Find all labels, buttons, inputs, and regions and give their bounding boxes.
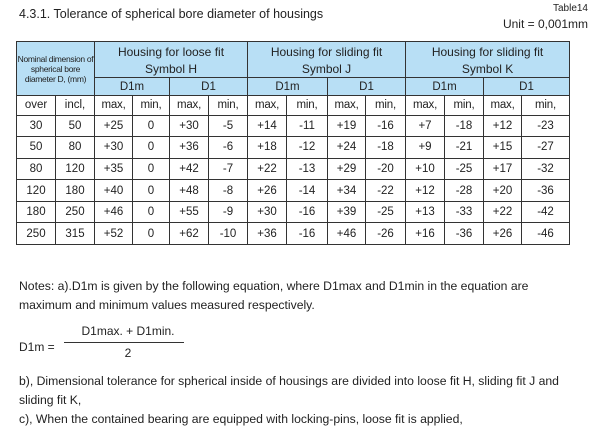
column-header: min, (133, 96, 170, 116)
column-header: max, (248, 96, 287, 116)
table-cell: 80 (56, 137, 95, 159)
table-cell: 50 (56, 115, 95, 137)
table-row (17, 201, 570, 223)
table-cell: 180 (56, 180, 95, 202)
fraction-line (64, 342, 184, 343)
table-cell: -27 (522, 137, 570, 159)
table-cell: +18 (248, 137, 287, 159)
column-header: min, (287, 96, 328, 116)
table-cell: -25 (445, 158, 484, 180)
table-cell: +9 (406, 137, 445, 159)
table-cell: 0 (133, 137, 170, 159)
table-cell: +52 (95, 223, 133, 245)
table-cell: +10 (406, 158, 445, 180)
table-cell: +13 (406, 201, 445, 223)
table-cell: 30 (17, 115, 56, 137)
table-cell: +16 (406, 223, 445, 245)
table-cell: -8 (209, 180, 248, 202)
subheader-d1m: D1m (95, 78, 170, 96)
section-heading: 4.3.1. Tolerance of spherical bore diameter of housings (19, 7, 324, 21)
subheader-d1m: D1m (248, 78, 328, 96)
table-cell: -16 (287, 223, 328, 245)
table-cell: +22 (248, 158, 287, 180)
nominal-dimension-header: Nominal dimension of spherical bore diameter D, (mm) (17, 42, 95, 96)
table-cell: -26 (366, 223, 406, 245)
symbol-k-header: Symbol K (406, 61, 570, 78)
group-header-loose-fit: Housing for loose fit (95, 42, 248, 61)
column-header: over (17, 96, 56, 116)
table-cell: +7 (406, 115, 445, 137)
table-cell: -12 (287, 137, 328, 159)
note-a: Notes: a).D1m is given by the following equation, where D1max and D1min in the equation are maximum and minimum values measured respectively. (19, 279, 529, 312)
column-header: max, (406, 96, 445, 116)
column-header: min, (445, 96, 484, 116)
table-cell: 0 (133, 115, 170, 137)
table-cell: +26 (248, 180, 287, 202)
column-header: min, (366, 96, 406, 116)
table-cell: +36 (170, 137, 209, 159)
table-cell: -21 (445, 137, 484, 159)
table-cell: 250 (17, 223, 56, 245)
table-cell: -46 (522, 223, 570, 245)
table-cell: +40 (95, 180, 133, 202)
table-row (17, 158, 570, 180)
column-header: max, (328, 96, 366, 116)
table-row (17, 180, 570, 202)
group-header-sliding-fit-j: Housing for sliding fit (248, 42, 406, 61)
subheader-d1: D1 (170, 78, 248, 96)
table-cell: +36 (248, 223, 287, 245)
table-cell: 0 (133, 180, 170, 202)
symbol-j-header: Symbol J (248, 61, 406, 78)
table-cell: +30 (95, 137, 133, 159)
table-cell: -23 (522, 115, 570, 137)
table-cell: 0 (133, 201, 170, 223)
subheader-d1: D1 (484, 78, 570, 96)
table-cell: +19 (328, 115, 366, 137)
table-cell: +12 (484, 115, 522, 137)
table-cell: 120 (56, 158, 95, 180)
subheader-d1: D1 (328, 78, 406, 96)
table-cell: +17 (484, 158, 522, 180)
table-cell: -18 (445, 115, 484, 137)
table-cell: +30 (170, 115, 209, 137)
table-cell: -28 (445, 180, 484, 202)
table-cell: -7 (209, 158, 248, 180)
note-c: c), When the contained bearing are equipped with locking-pins, loose fit is applied, (19, 412, 463, 426)
equation-lhs: D1m = (19, 340, 55, 354)
equation-numerator: D1max. + D1min. (81, 324, 175, 338)
table-cell: 120 (17, 180, 56, 202)
column-header: max, (170, 96, 209, 116)
table-cell: +25 (95, 115, 133, 137)
table-cell: -36 (445, 223, 484, 245)
table-cell: -5 (209, 115, 248, 137)
unit-label: Unit = 0,001mm (502, 17, 588, 31)
table-cell: +30 (248, 201, 287, 223)
table-cell: -13 (287, 158, 328, 180)
symbol-h-header: Symbol H (95, 61, 248, 78)
column-header: max, (95, 96, 133, 116)
table-row (17, 115, 570, 137)
table-cell: +35 (95, 158, 133, 180)
table-cell: +62 (170, 223, 209, 245)
subheader-d1m: D1m (406, 78, 484, 96)
tolerance-table (16, 41, 570, 245)
table-cell: 250 (56, 201, 95, 223)
group-header-sliding-fit-k: Housing for sliding fit (406, 42, 570, 61)
table-cell: -14 (287, 180, 328, 202)
table-cell: -6 (209, 137, 248, 159)
table-cell: 0 (133, 223, 170, 245)
table-cell: 180 (17, 201, 56, 223)
table-cell: +26 (484, 223, 522, 245)
table-cell: +24 (328, 137, 366, 159)
table-cell: 50 (17, 137, 56, 159)
table-cell: +12 (406, 180, 445, 202)
table-cell: +42 (170, 158, 209, 180)
table-cell: +29 (328, 158, 366, 180)
column-header: max, (484, 96, 522, 116)
note-b: b), Dimensional tolerance for spherical inside of housings are divided into loose fit H, sliding fit J and sliding fit K, (19, 374, 559, 407)
table-cell: +15 (484, 137, 522, 159)
table-cell: +46 (95, 201, 133, 223)
table-cell: -20 (366, 158, 406, 180)
column-header: incl, (56, 96, 95, 116)
table-cell: +20 (484, 180, 522, 202)
table-cell: +48 (170, 180, 209, 202)
table-cell: +46 (328, 223, 366, 245)
equation-denominator: 2 (124, 346, 132, 360)
table-cell: -16 (366, 115, 406, 137)
table-row (17, 137, 570, 159)
table-cell: -32 (522, 158, 570, 180)
table-cell: -16 (287, 201, 328, 223)
table-cell: -33 (445, 201, 484, 223)
table-cell: -9 (209, 201, 248, 223)
table-row (17, 223, 570, 245)
table-cell: +34 (328, 180, 366, 202)
table-cell: +14 (248, 115, 287, 137)
column-header: min, (522, 96, 570, 116)
table-cell: 315 (56, 223, 95, 245)
table-cell: -11 (287, 115, 328, 137)
table-cell: -18 (366, 137, 406, 159)
table-cell: 0 (133, 158, 170, 180)
table-label: Table14 (552, 3, 588, 14)
table-cell: -36 (522, 180, 570, 202)
table-cell: -42 (522, 201, 570, 223)
table-cell: -10 (209, 223, 248, 245)
table-cell: +22 (484, 201, 522, 223)
table-cell: +39 (328, 201, 366, 223)
column-header: min, (209, 96, 248, 116)
table-cell: 80 (17, 158, 56, 180)
table-cell: +55 (170, 201, 209, 223)
table-cell: -22 (366, 180, 406, 202)
table-cell: -25 (366, 201, 406, 223)
